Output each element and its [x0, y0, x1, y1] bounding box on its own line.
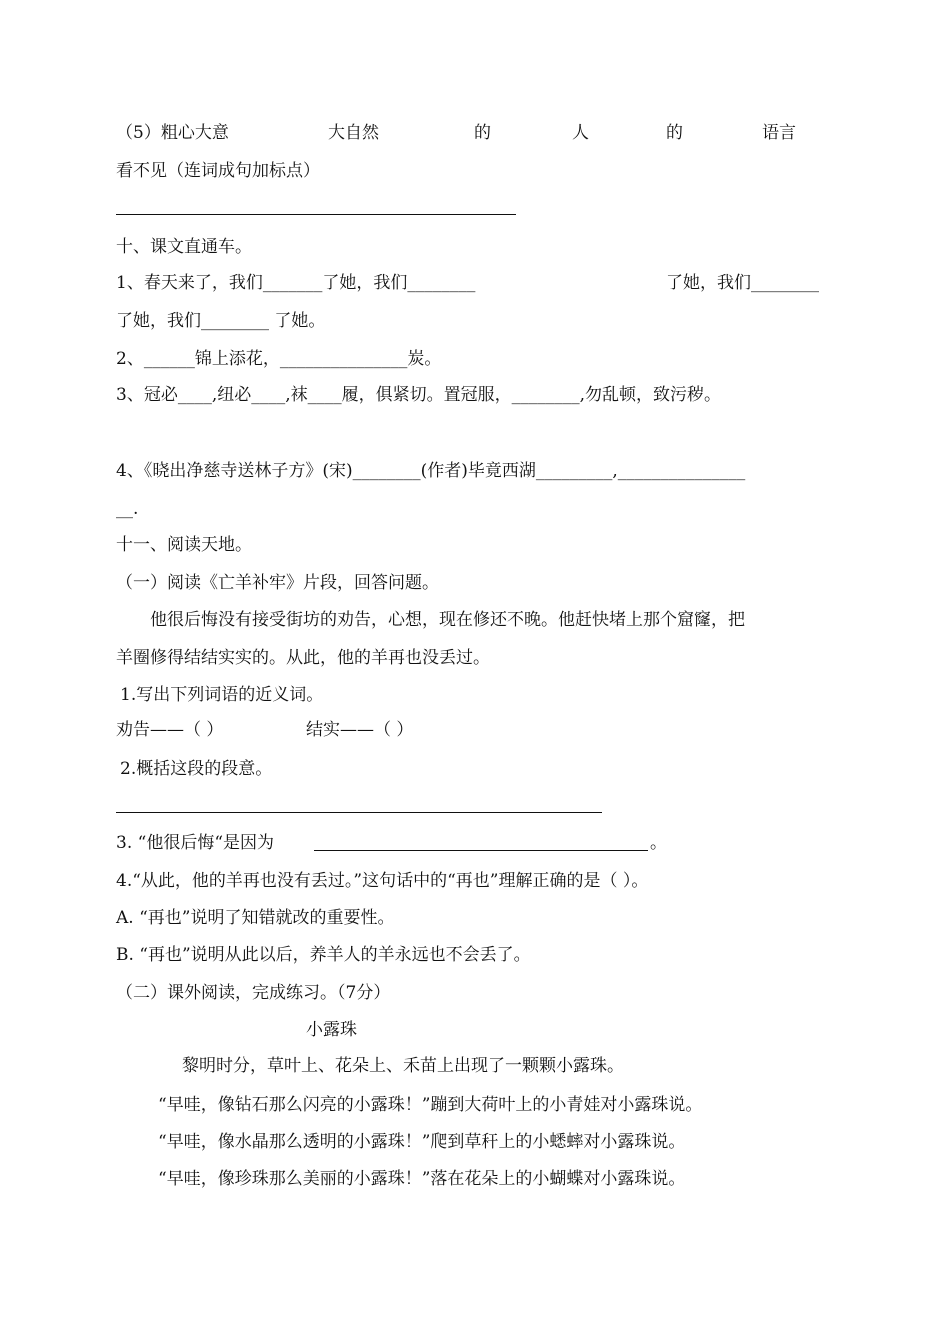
- s10-item1-c: 了她，我们________ 了她。: [116, 311, 326, 331]
- q5-word: 的: [666, 123, 683, 143]
- section-11-heading: 十一、阅读天地。: [116, 535, 252, 555]
- s10-item4: 4、《晓出净慈寺送林子方》(宋)________(作者)毕竟西湖_________,_______________: [116, 461, 746, 481]
- story-paragraph: “早哇，像水晶那么透明的小露珠！”爬到草秆上的小蟋蟀对小露珠说。: [158, 1132, 686, 1152]
- passage-line: 羊圈修得结结实实的。从此，他的羊再也没丢过。: [116, 648, 490, 668]
- q5-word: 的: [474, 123, 491, 143]
- part1-q1: 1.写出下列词语的近义词。: [120, 685, 324, 705]
- part1-q1-b: 结实——（ ）: [306, 720, 414, 740]
- q5-word: 语言: [762, 123, 796, 143]
- part1-q4: 4.“从此，他的羊再也没有丢过。”这句话中的“再也”理解正确的是（ ）。: [116, 871, 649, 891]
- part1-q3-prefix: 3. “他很后悔“是因为: [116, 833, 275, 853]
- story-title: 小露珠: [306, 1020, 357, 1040]
- q5-word: 人: [572, 123, 589, 143]
- s10-item2: 2、______锦上添花，_______________炭。: [116, 349, 442, 369]
- part2-title: （二）课外阅读，完成练习。（7分）: [116, 983, 391, 1003]
- story-paragraph: 黎明时分，草叶上、花朵上、禾苗上出现了一颗颗小露珠。: [182, 1056, 624, 1076]
- passage-line: 他很后悔没有接受街坊的劝告，心想，现在修还不晚。他赶快堵上那个窟窿，把: [150, 610, 745, 630]
- part1-title: （一）阅读《亡羊补牢》片段，回答问题。: [116, 573, 439, 593]
- option-a: A. “再也”说明了知错就改的重要性。: [116, 908, 395, 928]
- s10-item4-end: __.: [116, 499, 139, 519]
- story-paragraph: “早哇，像珍珠那么美丽的小露珠！”落在花朵上的小蝴蝶对小露珠说。: [158, 1169, 686, 1189]
- option-b: B. “再也”说明从此以后，养羊人的羊永远也不会丢了。: [116, 945, 531, 965]
- q5-word: 大自然: [328, 123, 379, 143]
- s10-item1-a: 1、春天来了，我们_______了她，我们________: [116, 273, 476, 293]
- answer-line: [116, 214, 516, 215]
- s10-item1-b: 了她，我们________: [666, 273, 819, 293]
- s10-item3: 3、冠必____,纽必____,袜____履，俱紧切。置冠服，________,勿乱顿，致污秽。: [116, 385, 722, 405]
- part1-q2: 2.概括这段的段意。: [120, 759, 273, 779]
- answer-line: [116, 812, 602, 813]
- section-10-heading: 十、课文直通车。: [116, 237, 252, 257]
- q5-line2: 看不见（连词成句加标点）: [116, 161, 320, 181]
- part1-q3-suffix: 。: [650, 833, 667, 853]
- story-paragraph: “早哇，像钻石那么闪亮的小露珠！”蹦到大荷叶上的小青娃对小露珠说。: [158, 1095, 703, 1115]
- q5-label: （5）粗心大意: [116, 123, 229, 143]
- answer-line: [314, 850, 648, 851]
- part1-q1-a: 劝告——（ ）: [116, 720, 224, 740]
